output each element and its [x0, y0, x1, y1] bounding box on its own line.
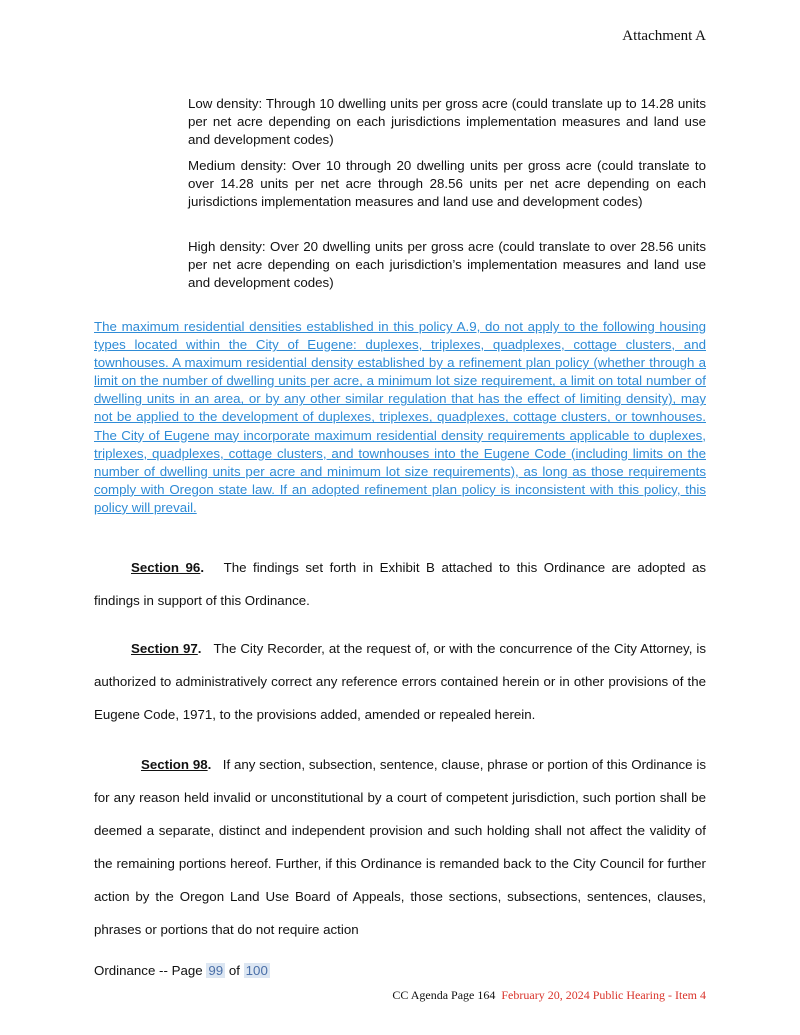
section-96-text: The findings set forth in Exhibit B attached to this Ordinance are adopted as findings in support of this Ordinance. — [94, 560, 707, 608]
ordinance-page-prefix: Ordinance -- Page — [94, 963, 203, 978]
section-98: Section 98. If any section, subsection, sentence, clause, phrase or portion of this Ordinance is for any reason held invalid or unconstitutional by a court of competent jurisdiction, such portion shall be deemed a separate, distinct and independent provision and such holding shall not affect the validity of the remaining portions hereof. Further, if this Ordinance is remanded back to the City Council for further action by the Oregon Land Use Board of Appeals, those sections, subsections, sentences, clauses, phrases or portions that do not require action — [94, 757, 706, 937]
page-current: 99 — [208, 963, 224, 978]
section-97-text: The City Recorder, at the request of, or with the concurrence of the City Attorney, is authorized to administratively correct any reference errors contained herein or in other provisions of the Eugene Code, 1971, to the provisions added, amended or repealed herein. — [94, 641, 706, 722]
page-of: of — [228, 963, 240, 978]
page-total: 100 — [245, 963, 268, 978]
medium-density-paragraph: Medium density: Over 10 through 20 dwelling units per gross acre (could translate to over 14.28 units per net acre through 28.56 units per net acre depending on each jurisdictions implementation measures and land use and development codes) — [188, 158, 706, 209]
hearing-label: February 20, 2024 Public Hearing - Item 4 — [501, 988, 706, 1002]
section-98-label: Section 98 — [141, 757, 208, 772]
section-96: Section 96. The findings set forth in Exhibit B attached to this Ordinance are adopted as findings in support of this Ordinance. — [94, 560, 707, 608]
agenda-footer — [392, 988, 706, 1003]
high-density-paragraph: High density: Over 20 dwelling units per gross acre (could translate to over 28.56 units per net acre depending on each jurisdiction’s implementation measures and land use and development codes) — [188, 239, 706, 290]
section-97: Section 97. The City Recorder, at the request of, or with the concurrence of the City Attorney, is authorized to administratively correct any reference errors contained herein or in other provisions of the Eugene Code, 1971, to the provisions added, amended or repealed herein. — [94, 641, 706, 722]
section-97-label: Section 97 — [131, 641, 198, 656]
attachment-label: Attachment A — [622, 28, 706, 44]
agenda-page: CC Agenda Page 164 — [392, 988, 496, 1002]
low-density-paragraph: Low density: Through 10 dwelling units per gross acre (could translate up to 14.28 units per net acre depending on each jurisdictions implementation measures and land use and development codes) — [188, 96, 706, 147]
amendment-paragraph: The maximum residential densities established in this policy A.9, do not apply to the following housing types located within the City of Eugene: duplexes, triplexes, quadplexes, cottage clusters, and townhouses. A maximum residential density established by a refinement plan policy (whether through a limit on the number of dwelling units per acre, a minimum lot size requirement, a limit on total number of dwelling units in an area, or by any other similar regulation that has the effect of limiting density), may not be applied to the development of duplexes, triplexes, quadplexes, cottage clusters, or townhouses. The City of Eugene may incorporate maximum residential density requirements applicable to duplexes, triplexes, quadplexes, cottage clusters, and townhouses into the Eugene Code (including limits on the number of dwelling units per acre and minimum lot size requirements), as long as those requirements comply with Oregon state law. If an adopted refinement plan policy is inconsistent with this policy, this policy will prevail. — [94, 319, 706, 515]
section-96-label: Section 96 — [131, 560, 201, 575]
section-98-text: If any section, subsection, sentence, clause, phrase or portion of this Ordinance is for any reason held invalid or unconstitutional by a court of competent jurisdiction, such portion shall be deemed a separate, distinct and independent provision and such holding shall not affect the validity of the remaining portions hereof. Further, if this Ordinance is remanded back to the City Council for further action by the Oregon Land Use Board of Appeals, those sections, subsections, sentences, clauses, phrases or portions that do not require action — [94, 757, 706, 937]
page-footer — [94, 963, 270, 978]
